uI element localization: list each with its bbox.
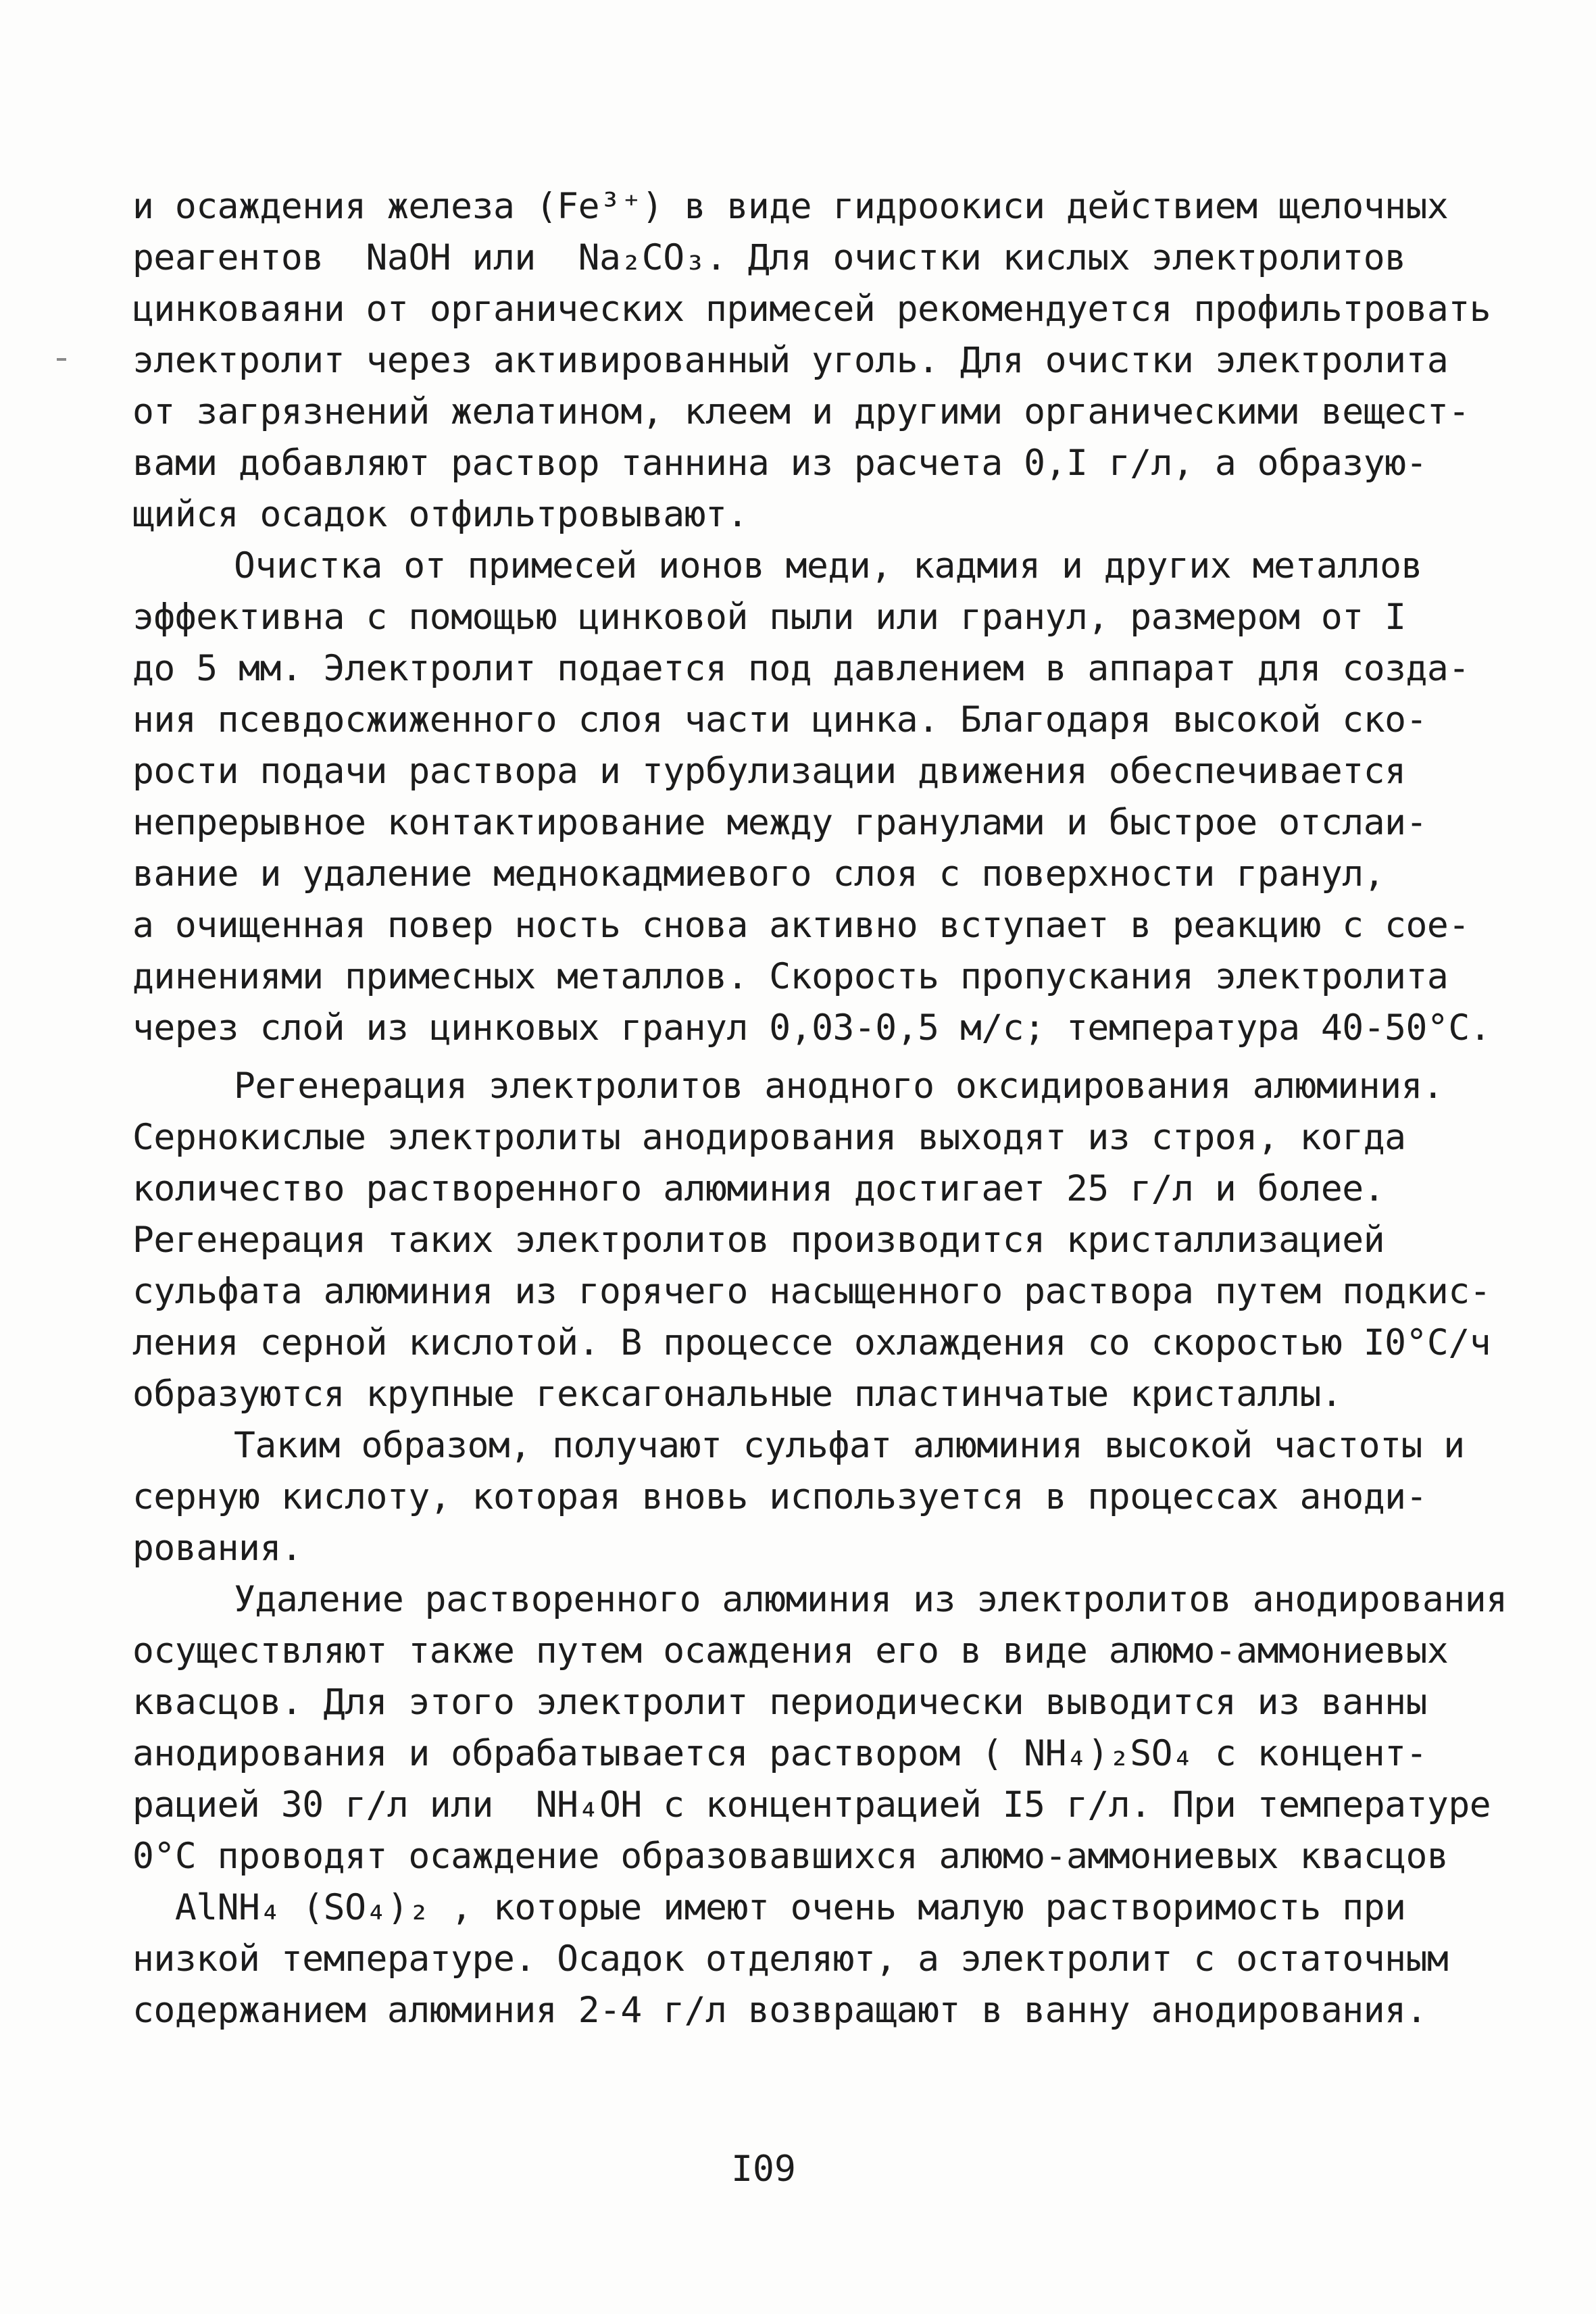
text-line: ления серной кислотой. В процессе охлаждения со скоростью I0°С/ч: [132, 1322, 1491, 1363]
paragraph-1: [132, 181, 1518, 540]
text-line: и осаждения железа (Fe³⁺) в виде гидроокиси действием щелочных: [132, 186, 1449, 227]
text-line: низкой температуре. Осадок отделяют, а электролит с остаточным: [132, 1938, 1449, 1980]
text-line: сульфата алюминия из горячего насыщенного раствора путем подкис-: [132, 1271, 1491, 1312]
text-line: 0°С проводят осаждение образовавшихся алюмо-аммониевых квасцов: [132, 1836, 1449, 1877]
text-line: вание и удаление меднокадмиевого слоя с поверхности гранул,: [132, 853, 1385, 895]
text-line: непрерывное контактирование между гранулами и быстрое отслаи-: [132, 802, 1427, 843]
body-text: [132, 181, 1518, 2036]
text-line: Удаление растворенного алюминия из электролитов анодирования: [234, 1579, 1507, 1620]
text-line: эффективна с помощью цинковой пыли или гранул, размером от I: [132, 597, 1406, 638]
text-line: а очищенная повер ность снова активно вступает в реакцию с сое-: [132, 905, 1470, 946]
text-line: щийся осадок отфильтровывают.: [132, 494, 748, 535]
text-line: осуществляют также путем осаждения его в виде алюмо-аммониевых: [132, 1630, 1449, 1671]
text-line: Таким образом, получают сульфат алюминия высокой частоты и: [234, 1425, 1465, 1466]
text-line: образуются крупные гексагональные пластинчатые кристаллы.: [132, 1374, 1343, 1415]
paragraph-3: [132, 1061, 1518, 1420]
text-line: реагентов NaOH или Na₂CO₃. Для очистки кислых электролитов: [132, 237, 1406, 278]
paragraph-4: [132, 1420, 1518, 1574]
text-line: анодирования и обрабатывается раствором ( NH₄)₂SO₄ с концент-: [132, 1733, 1427, 1774]
text-line: рования.: [132, 1528, 303, 1569]
text-line: Сернокислые электролиты анодирования выходят из строя, когда: [132, 1117, 1406, 1158]
text-line: электролит через активированный уголь. Для очистки электролита: [132, 340, 1449, 381]
text-line: серную кислоту, которая вновь используется в процессах аноди-: [132, 1476, 1427, 1517]
text-line: от загрязнений желатином, клеем и другими органическими вещест-: [132, 391, 1470, 432]
margin-mark: [57, 358, 66, 361]
paragraph-2: [132, 540, 1518, 1054]
text-line: AlNH₄ (SO₄)₂ , которые имеют очень малую растворимость при: [132, 1887, 1406, 1928]
text-line: Очистка от примесей ионов меди, кадмия и других металлов: [234, 545, 1422, 586]
text-line: Регенерация таких электролитов производится кристаллизацией: [132, 1219, 1385, 1261]
text-line: цинковаяни от органических примесей рекомендуется профильтровать: [132, 288, 1491, 330]
text-line: содержанием алюминия 2-4 г/л возвращают в ванну анодирования.: [132, 1990, 1427, 2031]
text-line: рости подачи раствора и турбулизации движения обеспечивается: [132, 751, 1406, 792]
text-line: вами добавляют раствор таннина из расчета 0,I г/л, а образую-: [132, 443, 1427, 484]
text-line: количество растворенного алюминия достигает 25 г/л и более.: [132, 1168, 1385, 1209]
text-line: динениями примесных металлов. Скорость пропускания электролита: [132, 956, 1449, 997]
paragraph-5: [132, 1574, 1518, 2036]
text-line: Регенерация электролитов анодного оксидирования алюминия.: [234, 1065, 1444, 1107]
text-line: рацией 30 г/л или NH₄OH с концентрацией I5 г/л. При температуре: [132, 1784, 1491, 1826]
page-number: I09: [731, 2148, 796, 2190]
text-line: ния псевдосжиженного слоя части цинка. Благодаря высокой ско-: [132, 699, 1427, 740]
text-line: через слой из цинковых гранул 0,03-0,5 м/с; температура 40-50°С.: [132, 1007, 1491, 1049]
text-line: до 5 мм. Электролит подается под давлением в аппарат для созда-: [132, 648, 1470, 689]
text-line: квасцов. Для этого электролит периодически выводится из ванны: [132, 1682, 1427, 1723]
